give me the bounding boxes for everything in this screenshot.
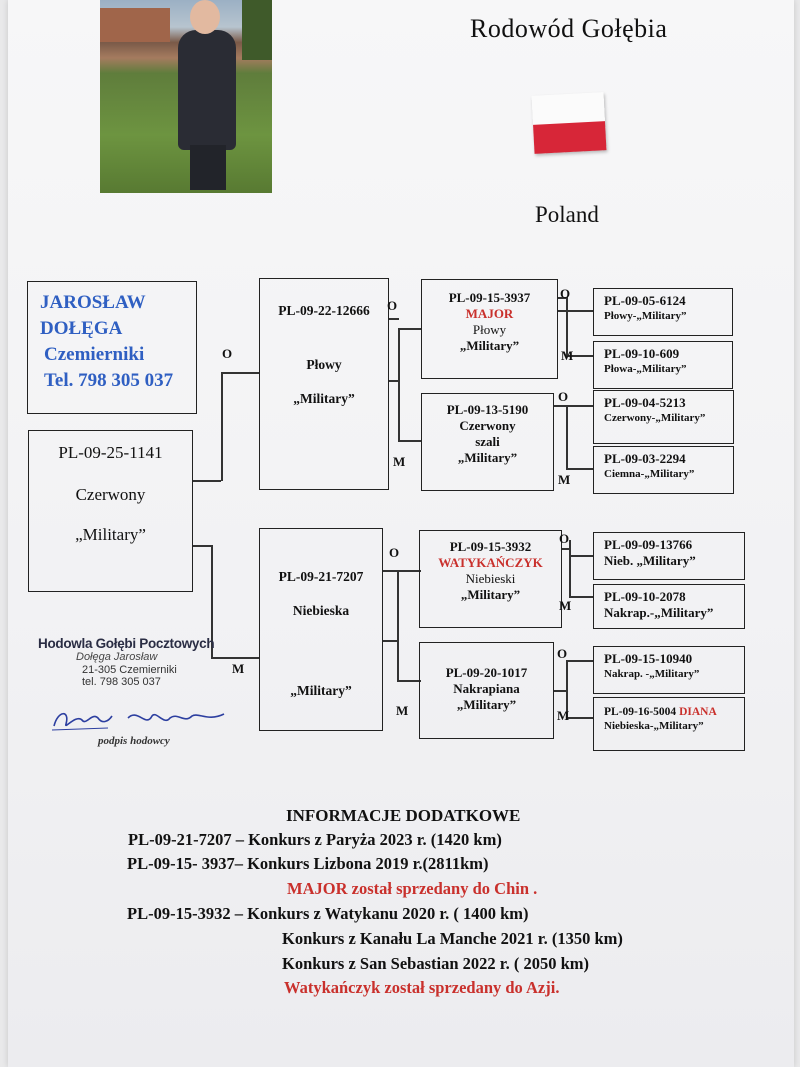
info-line2: PL-09-15- 3937– Konkurs Lizbona 2019 r.(2811km) xyxy=(127,854,489,873)
g7-desc: Nakrap. -„Military” xyxy=(604,668,700,680)
g2-sex-label: M xyxy=(561,348,574,363)
fm-color1: Czerwony xyxy=(459,418,516,433)
g4-box xyxy=(593,446,734,494)
g6-box xyxy=(593,584,745,629)
father-color: Płowy xyxy=(306,357,342,372)
g5-ring: PL-09-09-13766 xyxy=(604,537,693,552)
g1-box xyxy=(593,288,733,336)
father-strain: „Military” xyxy=(293,391,355,406)
g4-ring: PL-09-03-2294 xyxy=(604,451,686,466)
stamp-line3: 21-305 Czemierniki xyxy=(82,664,177,676)
mm-sex-label: M xyxy=(396,703,409,718)
g8-desc: Niebieska-„Military” xyxy=(604,720,704,732)
g7-sex-label: O xyxy=(557,646,568,661)
g6-desc: Nakrap.-„Military” xyxy=(604,605,714,620)
signature-label: podpis hodowcy xyxy=(98,735,170,747)
mm-strain: „Military” xyxy=(456,697,517,712)
breeder-stamp xyxy=(38,636,228,688)
stamp-line1: Hodowla Gołębi Pocztowych xyxy=(38,636,215,651)
mother-sex-label: M xyxy=(232,661,245,676)
g4-desc: Ciemna-„Military” xyxy=(604,468,695,480)
poland-flag-icon xyxy=(532,92,607,154)
info-line4: PL-09-15-3932 – Konkurs z Watykanu 2020 r. ( 1400 km) xyxy=(127,904,529,923)
g6-sex-label: M xyxy=(559,598,572,613)
fm-strain: „Military” xyxy=(457,450,518,465)
mf-box xyxy=(419,530,562,628)
mother-color: Niebieska xyxy=(292,603,350,618)
g5-sex-label: O xyxy=(559,531,570,546)
mf-sex-label: O xyxy=(389,545,400,560)
breeder-photo xyxy=(100,0,272,193)
father-box xyxy=(259,278,389,490)
fm-sex-label: M xyxy=(393,454,406,469)
ff-name: MAJOR xyxy=(465,306,514,321)
g7-box xyxy=(593,646,745,694)
g5-desc: Nieb. „Military” xyxy=(604,553,696,568)
g3-desc: Czerwony-„Military” xyxy=(604,412,706,424)
ff-box xyxy=(421,279,558,379)
mf-ring: PL-09-15-3932 xyxy=(449,539,532,554)
stamp-line2: Dołęga Jarosław xyxy=(76,651,158,663)
g1-sex-label: O xyxy=(560,286,571,301)
mother-ring: PL-09-21-7207 xyxy=(278,569,364,584)
mm-box xyxy=(419,642,554,739)
info-line1: PL-09-21-7207 – Konkurs z Paryża 2023 r. (1420 km) xyxy=(128,830,502,849)
g3-box xyxy=(593,390,734,444)
pigeon-strain: „Military” xyxy=(75,525,146,544)
signature-icon xyxy=(48,704,230,734)
stamp-line4: tel. 798 305 037 xyxy=(82,676,161,688)
country-label: Poland xyxy=(535,202,599,227)
info-line6: Konkurs z San Sebastian 2022 r. ( 2050 km) xyxy=(282,954,589,973)
mother-strain: „Military” xyxy=(290,683,352,698)
fm-box xyxy=(421,393,554,491)
info-line7: Watykańczyk został sprzedany do Azji. xyxy=(284,978,560,997)
g8-sex-label: M xyxy=(557,708,570,723)
breeder-phone: Tel. 798 305 037 xyxy=(44,370,174,391)
info-line5: Konkurs z Kanału La Manche 2021 r. (1350 km) xyxy=(282,929,623,948)
mf-name: WATYKAŃCZYK xyxy=(438,555,543,570)
ff-strain: „Military” xyxy=(459,338,520,353)
g3-ring: PL-09-04-5213 xyxy=(604,395,686,410)
mf-color: Niebieski xyxy=(465,571,516,586)
g2-ring: PL-09-10-609 xyxy=(604,346,680,361)
fm-ring: PL-09-13-5190 xyxy=(446,402,529,417)
mm-color: Nakrapiana xyxy=(453,681,520,696)
pigeon-ring: PL-09-25-1141 xyxy=(58,443,163,462)
page-title: Rodowód Gołębia xyxy=(470,14,668,43)
pigeon-box xyxy=(28,430,193,592)
g3-sex-label: O xyxy=(558,389,569,404)
g6-ring: PL-09-10-2078 xyxy=(604,589,686,604)
g2-desc: Płowa-„Military” xyxy=(604,363,687,375)
g7-ring: PL-09-15-10940 xyxy=(604,651,693,666)
g8-box xyxy=(593,697,745,751)
g4-sex-label: M xyxy=(558,472,571,487)
ff-ring: PL-09-15-3937 xyxy=(448,290,531,305)
info-line3: MAJOR został sprzedany do Chin . xyxy=(287,879,538,898)
father-sex-label: O xyxy=(222,346,233,361)
mm-ring: PL-09-20-1017 xyxy=(445,665,528,680)
g5-box xyxy=(593,532,745,580)
info-heading: INFORMACJE DODATKOWE xyxy=(286,806,521,825)
mother-box xyxy=(259,528,383,731)
breeder-city: Czemierniki xyxy=(44,344,145,365)
g8-name: DIANA xyxy=(679,706,717,718)
ff-color: Płowy xyxy=(472,322,507,337)
breeder-first-name: JAROSŁAW xyxy=(40,292,146,313)
g1-desc: Płowy-„Military” xyxy=(604,310,687,322)
breeder-info-box xyxy=(27,281,197,414)
fm-color2: szali xyxy=(475,434,500,449)
g8-ring: PL-09-16-5004 xyxy=(604,706,677,718)
pigeon-color: Czerwony xyxy=(75,485,146,504)
mf-strain: „Military” xyxy=(460,587,521,602)
breeder-last-name: DOŁĘGA xyxy=(40,318,123,339)
g2-box xyxy=(593,341,733,389)
g1-ring: PL-09-05-6124 xyxy=(604,293,686,308)
father-ring: PL-09-22-12666 xyxy=(278,303,370,318)
ff-sex-label: O xyxy=(387,298,398,313)
